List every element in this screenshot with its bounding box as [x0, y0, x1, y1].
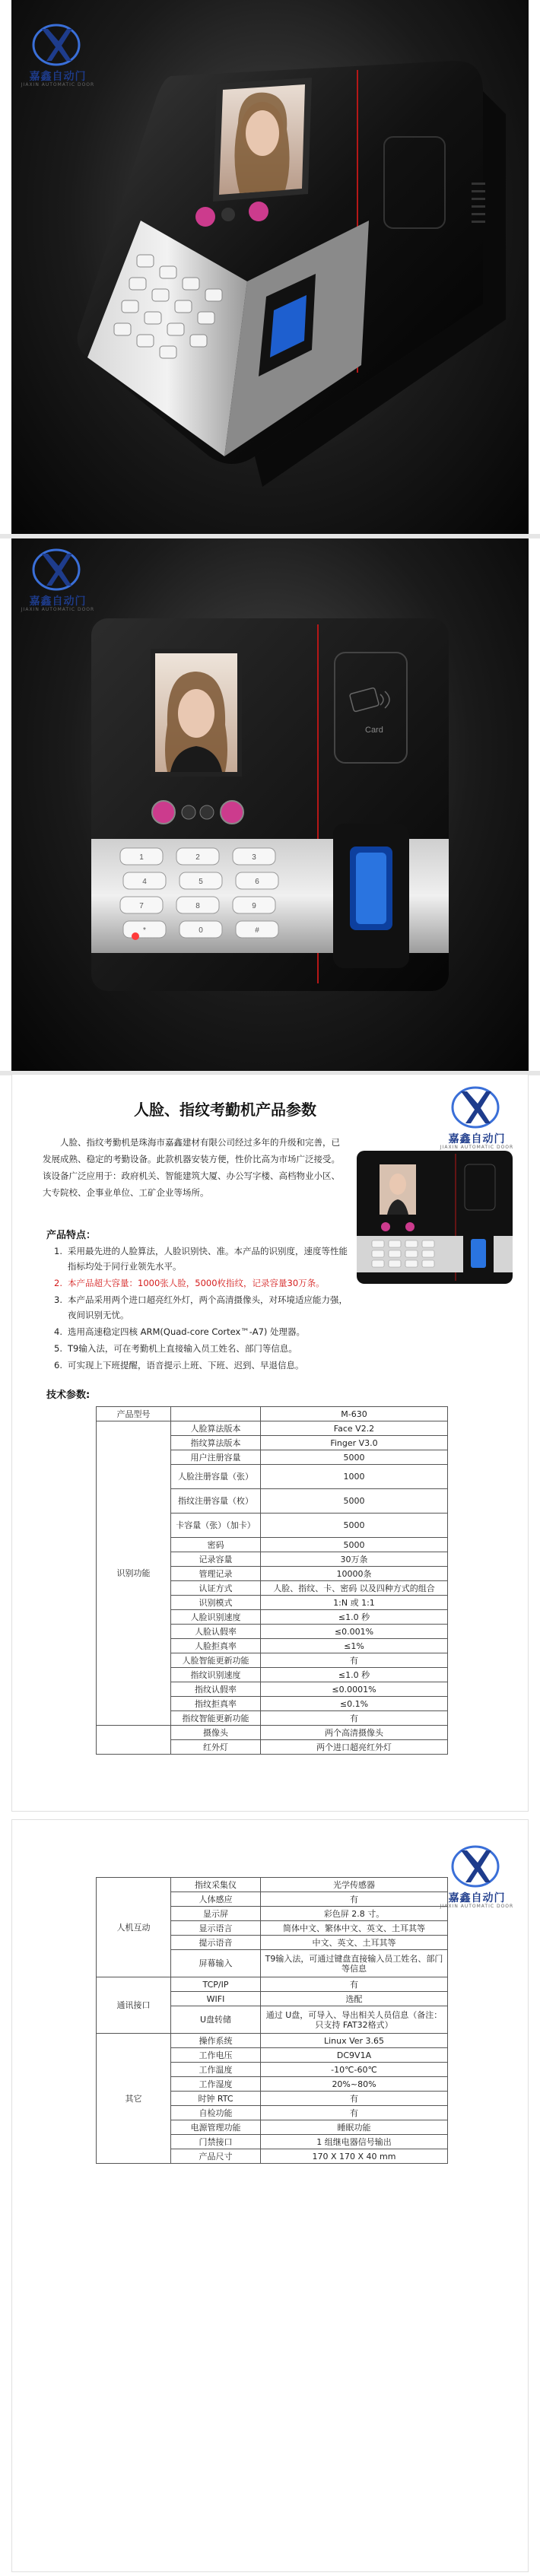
spec-cell-lbl: 人脸拒真率: [171, 1639, 261, 1653]
spec-cell-val: 通过 U盘，可导入、导出相关人员信息（备注：只支持 FAT32格式）: [261, 2006, 448, 2034]
spec-cell-val: 1:N 或 1:1: [261, 1596, 448, 1610]
spec-cell-lbl: 时钟 RTC: [171, 2092, 261, 2106]
spec-cell-grp: 其它: [97, 2034, 171, 2164]
spec-cell-val: 中文、英文、土耳其等: [261, 1936, 448, 1950]
spec-cell-lbl: 摄像头: [171, 1726, 261, 1740]
spec-row: [97, 1977, 448, 1992]
brand-logo-icon: [31, 546, 81, 593]
feature-number: 5.: [54, 1343, 62, 1354]
brand-logo: [435, 1084, 519, 1152]
spec-cell-lbl: TCP/IP: [171, 1977, 261, 1992]
spec-cell-lbl: 记录容量: [171, 1552, 261, 1567]
feature-number: 3.: [54, 1294, 62, 1305]
keypad-key-label: 1: [139, 853, 144, 862]
feature-item: [54, 1358, 351, 1373]
features-list: [54, 1244, 351, 1374]
feature-item: [54, 1244, 351, 1274]
brand-name: 嘉鑫自动门: [448, 1892, 506, 1904]
spec-cell-lbl: 指纹算法版本: [171, 1436, 261, 1450]
spec-cell-grp: 产品型号: [97, 1407, 171, 1421]
brand-logo-icon: [450, 1843, 500, 1890]
feature-text: 可实现上下班提醒，语音提示上班、下班、迟到、早退信息。: [68, 1360, 304, 1371]
device-front: [91, 618, 449, 991]
spec-cell-val: ≤0.1%: [261, 1697, 448, 1711]
spec-cell-val: Linux Ver 3.65: [261, 2034, 448, 2048]
spec-document-page-2: [11, 1819, 529, 2572]
product-photo-perspective: [11, 0, 529, 534]
spec-cell-lbl: 产品尺寸: [171, 2149, 261, 2164]
spec-cell-lbl: 操作系统: [171, 2034, 261, 2048]
spec-cell-lbl: 人脸注册容量（张）: [171, 1465, 261, 1489]
spec-cell-lbl: 指纹识别速度: [171, 1668, 261, 1682]
spec-cell-lbl: 人脸识别速度: [171, 1610, 261, 1625]
spec-cell-lbl: 密码: [171, 1538, 261, 1552]
spec-cell-lbl: 人脸认假率: [171, 1625, 261, 1639]
keypad-key-label: 6: [255, 878, 259, 886]
features-heading: 产品特点：: [46, 1230, 97, 1241]
feature-item: [54, 1324, 351, 1339]
feature-text: T9输入法，可在考勤机上直接输入员工姓名、部门等信息。: [68, 1343, 297, 1354]
spec-cell-lbl: 屏幕输入: [171, 1950, 261, 1977]
spec-table-2: [96, 1877, 448, 2164]
feature-number: 6.: [54, 1360, 62, 1371]
spec-row: [97, 1421, 448, 1436]
brand-logo: [16, 546, 100, 615]
spec-cell-val: 有: [261, 1892, 448, 1907]
spec-cell-val: 30万条: [261, 1552, 448, 1567]
spec-cell-val: T9输入法，可通过键盘直接输入员工姓名、部门等信息: [261, 1950, 448, 1977]
feature-item: [54, 1341, 351, 1356]
brand-tagline: JIAXIN AUTOMATIC DOOR: [21, 82, 95, 87]
spec-cell-val: 5000: [261, 1514, 448, 1538]
spec-cell-lbl: 指纹采集仪: [171, 1878, 261, 1892]
spec-cell-val: 有: [261, 1977, 448, 1992]
keypad-key-label: 2: [195, 853, 200, 862]
spec-cell-val: DC9V1A: [261, 2048, 448, 2063]
feature-text: 本产品采用两个进口超亮红外灯，两个高清摄像头，对环境适应能力强，夜间识别无忧。: [68, 1294, 348, 1320]
brand-name: 嘉鑫自动门: [448, 1133, 506, 1145]
spec-cell-val: 20%~80%: [261, 2077, 448, 2092]
spec-cell-val: ≤1.0 秒: [261, 1610, 448, 1625]
spec-cell-lbl: 认证方式: [171, 1581, 261, 1596]
spec-cell-val: ≤1.0 秒: [261, 1668, 448, 1682]
product-thumbnail: [357, 1151, 513, 1284]
feature-item: [54, 1292, 351, 1323]
spec-cell-grp: 识别功能: [97, 1421, 171, 1726]
spec-cell-val: 人脸、指纹、卡、密码 以及四种方式的组合: [261, 1581, 448, 1596]
brand-name: 嘉鑫自动门: [29, 596, 87, 608]
keypad-key-label: *: [143, 926, 146, 935]
keypad-key-label: 3: [252, 853, 256, 862]
product-photo-front: [11, 538, 529, 1071]
feature-item: [54, 1275, 351, 1291]
spec-row: [97, 1878, 448, 1892]
spec-cell-val: -10℃-60℃: [261, 2063, 448, 2077]
brand-tagline: JIAXIN AUTOMATIC DOOR: [440, 1145, 514, 1150]
spec-cell-val: 简体中文、繁体中文、英文、土耳其等: [261, 1921, 448, 1936]
keypad-key-label: 7: [139, 902, 144, 910]
spec-cell-val: 5000: [261, 1489, 448, 1514]
spec-cell-val: 彩色屏 2.8 寸。: [261, 1907, 448, 1921]
spec-row: [97, 2034, 448, 2048]
spec-cell-lbl: 人体感应: [171, 1892, 261, 1907]
brand-tagline: JIAXIN AUTOMATIC DOOR: [440, 1904, 514, 1909]
spec-cell-val: 5000: [261, 1450, 448, 1465]
spec-cell-lbl: 指纹智能更新功能: [171, 1711, 261, 1726]
spec-cell-val: 170 X 170 X 40 mm: [261, 2149, 448, 2164]
spec-cell-lbl: WIFI: [171, 1992, 261, 2006]
doc-title: 人脸、指纹考勤机产品参数: [134, 1101, 316, 1119]
spec-cell-lbl: 显示语言: [171, 1921, 261, 1936]
spec-cell-lbl: 卡容量（张）（加卡）: [171, 1514, 261, 1538]
spec-cell-lbl: 管理记录: [171, 1567, 261, 1581]
spec-cell-val: 有: [261, 2106, 448, 2120]
spec-cell-lbl: 红外灯: [171, 1740, 261, 1755]
spec-cell-lbl: 自检功能: [171, 2106, 261, 2120]
spec-cell-val: 选配: [261, 1992, 448, 2006]
spec-cell-lbl: 用户注册容量: [171, 1450, 261, 1465]
spec-cell-lbl: U盘转储: [171, 2006, 261, 2034]
spec-cell-lbl: 人脸智能更新功能: [171, 1653, 261, 1668]
spec-cell-val: 有: [261, 1653, 448, 1668]
spec-cell-val: 有: [261, 2092, 448, 2106]
spec-row: [97, 1407, 448, 1421]
spec-cell-grp: [97, 1726, 171, 1755]
spec-cell-lbl: 门禁接口: [171, 2135, 261, 2149]
feature-text: 采用最先进的人脸算法，人脸识别快、准。本产品的识别度，速度等性能指标均处于同行业领先水平。: [68, 1246, 348, 1272]
spec-cell-lbl: 提示语音: [171, 1936, 261, 1950]
spec-cell-lbl: 电源管理功能: [171, 2120, 261, 2135]
spec-cell-val: 10000条: [261, 1567, 448, 1581]
spec-cell-lbl: 指纹认假率: [171, 1682, 261, 1697]
feature-text: 选用高速稳定四核 ARM(Quad-core Cortex™-A7) 处理器。: [68, 1326, 306, 1337]
brand-tagline: JIAXIN AUTOMATIC DOOR: [21, 607, 95, 612]
brand-name: 嘉鑫自动门: [29, 71, 87, 83]
spec-cell-lbl: 工作电压: [171, 2048, 261, 2063]
spec-cell-val: 两个进口超亮红外灯: [261, 1740, 448, 1755]
keypad-key-label: 0: [199, 926, 203, 935]
spec-cell-val: 有: [261, 1711, 448, 1726]
brand-logo-icon: [450, 1084, 500, 1131]
spec-cell-grp: 人机互动: [97, 1878, 171, 1977]
keypad-key-label: 9: [252, 902, 256, 910]
spec-cell-lbl: 指纹注册容量（枚）: [171, 1489, 261, 1514]
keypad-key-label: 8: [195, 902, 200, 910]
keypad-key-label: 5: [199, 878, 203, 886]
device-perspective: [57, 30, 513, 502]
spec-cell-val: M-630: [261, 1407, 448, 1421]
feature-number: 4.: [54, 1326, 62, 1337]
spec-cell-val: 1 组继电器信号输出: [261, 2135, 448, 2149]
spec-cell-lbl: [171, 1407, 261, 1421]
spec-cell-val: Finger V3.0: [261, 1436, 448, 1450]
feature-number: 1.: [54, 1246, 62, 1256]
spec-table-1: [96, 1406, 448, 1755]
spec-cell-val: ≤0.0001%: [261, 1682, 448, 1697]
spec-cell-val: 两个高清摄像头: [261, 1726, 448, 1740]
spec-document-page-1: [11, 1074, 529, 1812]
feature-number: 2.: [54, 1278, 62, 1288]
spec-cell-lbl: 显示屏: [171, 1907, 261, 1921]
spec-cell-lbl: 工作湿度: [171, 2077, 261, 2092]
spec-cell-val: Face V2.2: [261, 1421, 448, 1436]
feature-text: 本产品超大容量：1000张人脸，5000枚指纹，记录容量30万条。: [68, 1278, 325, 1288]
spec-cell-val: 1000: [261, 1465, 448, 1489]
intro-paragraph: 人脸、指纹考勤机是珠海市嘉鑫建材有限公司经过多年的升级和完善，已发展成熟、稳定的考勤设备。此款机器安装方便，性价比高为市场广泛接受。该设备广泛应用于：政府机关、智能建筑大厦、办公写字楼、高档物业小区、大专院校、企事业单位、工矿企业等场所。: [43, 1137, 340, 1198]
card-label: Card: [365, 726, 383, 735]
spec-cell-lbl: 人脸算法版本: [171, 1421, 261, 1436]
spec-cell-lbl: 工作温度: [171, 2063, 261, 2077]
keypad-key-label: #: [255, 926, 259, 935]
spec-cell-val: ≤1%: [261, 1639, 448, 1653]
spec-cell-val: 光学传感器: [261, 1878, 448, 1892]
spec-cell-lbl: 指纹拒真率: [171, 1697, 261, 1711]
tech-heading: 技术参数:: [46, 1390, 91, 1401]
spec-cell-val: 睡眠功能: [261, 2120, 448, 2135]
spec-cell-val: ≤0.001%: [261, 1625, 448, 1639]
spec-row: [97, 1726, 448, 1740]
keypad-key-label: 4: [142, 878, 147, 886]
spec-cell-lbl: 识别模式: [171, 1596, 261, 1610]
spec-cell-val: 5000: [261, 1538, 448, 1552]
spec-cell-grp: 通讯接口: [97, 1977, 171, 2034]
